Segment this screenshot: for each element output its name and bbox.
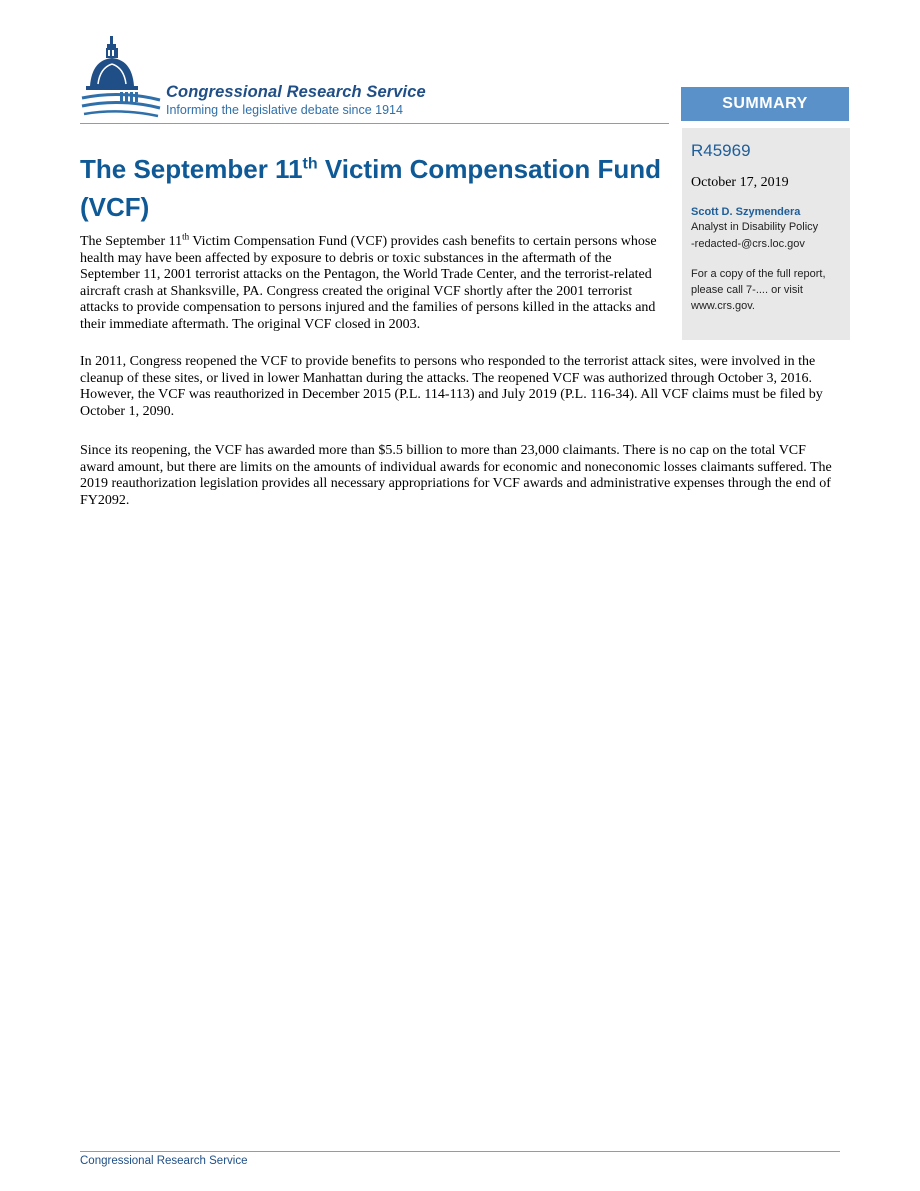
report-number: R45969 <box>691 141 751 160</box>
summary-paragraph-1 <box>80 231 670 334</box>
report-title <box>80 150 680 226</box>
title-part-2: Victim Compensation Fund (VCF) <box>80 154 661 222</box>
p1-part-a: The September 11 <box>80 234 183 249</box>
author-email: -redacted-@crs.loc.gov <box>691 238 805 250</box>
report-info-sidebar <box>682 128 850 340</box>
summary-tab: SUMMARY <box>681 87 849 121</box>
p1-superscript: th <box>182 231 190 242</box>
report-date: October 17, 2019 <box>691 175 789 190</box>
author-title: Analyst in Disability Policy <box>691 221 819 233</box>
capitol-dome-icon <box>80 34 164 124</box>
footer-divider <box>80 1151 840 1152</box>
copy-note-line-2: please call 7-.... or visit <box>691 284 803 296</box>
copy-note <box>691 266 841 314</box>
title-part-1: The September 11 <box>80 154 303 184</box>
copy-note-line-1: For a copy of the full report, <box>691 268 826 280</box>
footer-org-name: Congressional Research Service <box>80 1155 248 1167</box>
copy-note-line-3: www.crs.gov. <box>691 300 755 312</box>
header-divider <box>80 123 669 124</box>
crs-logo <box>80 34 480 124</box>
p1-part-b: Victim Compensation Fund (VCF) provides cash benefits to certain persons whose health may have been affected by exposure to debris or toxic substances in the aftermath of the September 11, 2001 terrorist attacks on the Pentagon, the World Trade Center, and the terrorist-related aircraft crash at Shanksville, PA. Congress created the original VCF shortly after the 2001 terrorist attacks to provide compensation to persons injured and the families of persons killed in the attacks and their immediate aftermath. The original VCF closed in 2003. <box>80 234 657 332</box>
author-name: Scott D. Szymendera <box>691 206 801 218</box>
summary-paragraph-2: In 2011, Congress reopened the VCF to provide benefits to persons who responded to the terrorist attack sites, were involved in the cleanup of these sites, or lived in lower Manhattan during the attacks. The reopened VCF was authorized through October 3, 2016. However, the VCF was reauthorized in December 2015 (P.L. 114-113) and July 2019 (P.L. 116-34). All VCF claims must be filed by October 1, 2090. <box>80 354 823 419</box>
org-name: Congressional Research Service <box>166 83 426 101</box>
summary-paragraph-3: Since its reopening, the VCF has awarded more than $5.5 billion to more than 23,000 claimants. There is no cap on the total VCF award amount, but there are limits on the amounts of individual awards for economic and noneconomic losses claimants suffered. The 2019 reauthorization legislation provides all necessary appropriations for VCF awards and administrative expenses through the end of FY2092. <box>80 443 832 508</box>
org-tagline: Informing the legislative debate since 1914 <box>166 103 403 117</box>
title-superscript: th <box>302 155 318 173</box>
